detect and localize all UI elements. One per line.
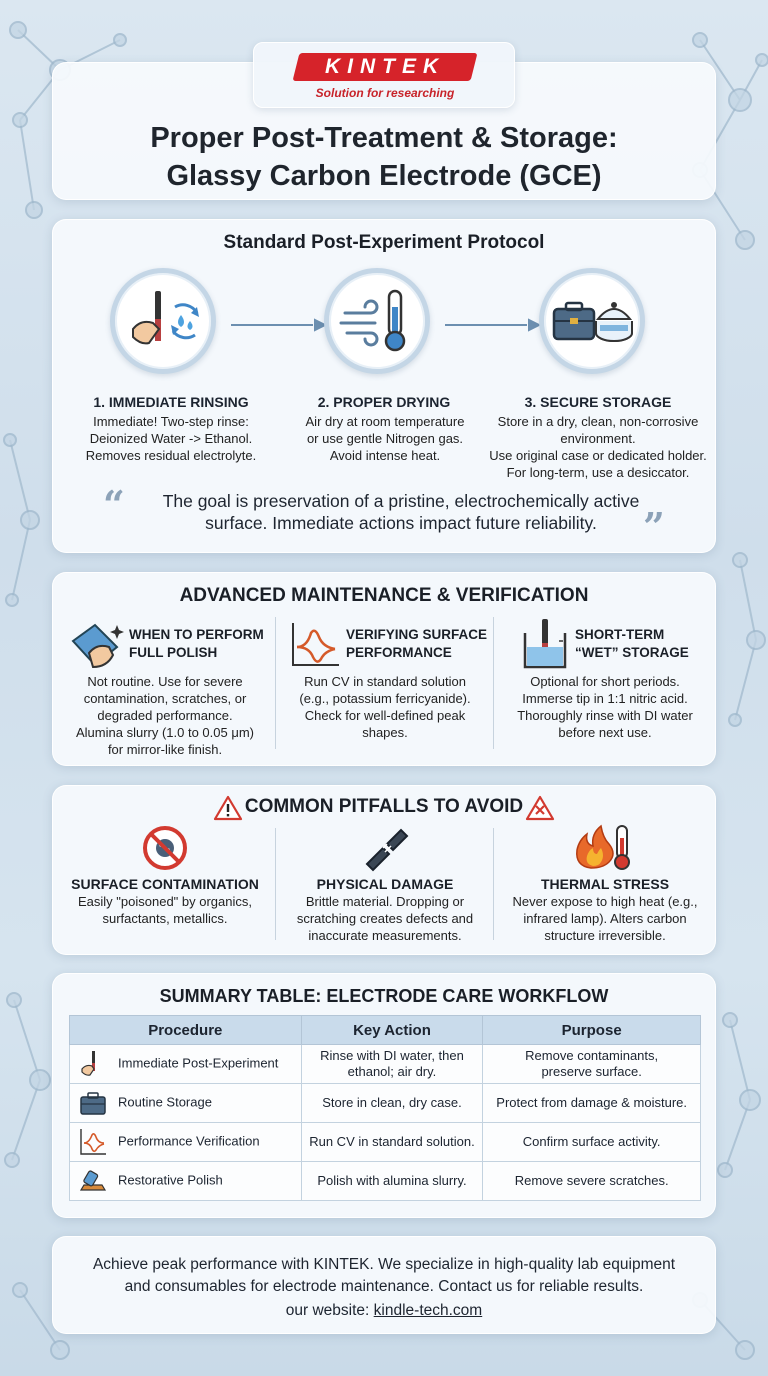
step-dry-line: Avoid intense heat. bbox=[329, 448, 441, 463]
polish-line: contamination, scratches, or bbox=[83, 691, 247, 706]
physical-damage-text bbox=[277, 893, 493, 944]
step-rinse-title: 1. IMMEDIATE RINSING bbox=[93, 394, 249, 410]
step-dry-title: 2. PROPER DRYING bbox=[317, 394, 451, 410]
column-divider bbox=[493, 617, 494, 749]
polish-line: for mirror-like finish. bbox=[107, 742, 223, 757]
advanced-section bbox=[52, 572, 716, 766]
protocol-section bbox=[52, 219, 716, 553]
polish-pad-icon bbox=[78, 1166, 108, 1196]
column-header-key-action: Key Action bbox=[301, 1016, 483, 1045]
verify-title bbox=[346, 626, 487, 662]
thermal-stress-line: Never expose to high heat (e.g., bbox=[512, 894, 698, 909]
table-row bbox=[70, 1084, 701, 1123]
step-storage-text bbox=[483, 413, 713, 481]
polish-title-line: FULL POLISH bbox=[129, 645, 218, 660]
footer-text bbox=[63, 1254, 705, 1298]
step-storage-line: Use original case or dedicated holder. bbox=[489, 448, 707, 463]
physical-damage-line: inaccurate measurements. bbox=[308, 928, 462, 943]
step-storage-title: 3. SECURE STORAGE bbox=[524, 394, 672, 410]
purpose-cell bbox=[483, 1123, 701, 1162]
website-link[interactable]: kindle-tech.com bbox=[373, 1302, 483, 1319]
action-text: Store in clean, dry case. bbox=[322, 1095, 462, 1110]
summary-section bbox=[52, 973, 716, 1218]
table-header-row bbox=[70, 1016, 701, 1045]
page-title-line1: Proper Post-Treatment & Storage: bbox=[150, 122, 618, 154]
column-divider bbox=[275, 828, 276, 940]
purpose-text: preserve surface. bbox=[541, 1064, 642, 1079]
step-dry-text bbox=[275, 413, 495, 464]
drying-icon bbox=[324, 268, 430, 374]
step-rinse-text bbox=[61, 413, 281, 464]
footer-line1: Achieve peak performance with KINTEK. We specialize in high-quality lab equipment bbox=[92, 1256, 676, 1273]
verify-title-line: VERIFYING SURFACE bbox=[346, 627, 488, 642]
broken-rod-icon bbox=[359, 822, 409, 872]
verify-title-line: PERFORMANCE bbox=[346, 645, 452, 660]
procedure-cell bbox=[70, 1045, 302, 1084]
procedure-cell bbox=[70, 1084, 302, 1123]
brand-tagline: Solution for researching bbox=[315, 86, 455, 100]
rinse-icon bbox=[78, 1049, 108, 1079]
step-storage-line: Store in a dry, clean, non-corrosive bbox=[497, 414, 699, 429]
step-storage-line: environment. bbox=[560, 431, 636, 446]
step-dry-line: Air dry at room temperature bbox=[305, 414, 465, 429]
protocol-quote bbox=[131, 490, 671, 534]
column-header-procedure: Procedure bbox=[70, 1016, 302, 1045]
purpose-cell bbox=[483, 1162, 701, 1201]
procedure-text: Routine Storage bbox=[118, 1094, 212, 1110]
procedure-text: Restorative Polish bbox=[118, 1172, 223, 1188]
action-cell bbox=[301, 1045, 483, 1084]
purpose-cell bbox=[483, 1045, 701, 1084]
wet-storage-line: Immerse tip in 1:1 nitric acid. bbox=[522, 691, 688, 706]
step-rinse-line: Removes residual electrolyte. bbox=[85, 448, 257, 463]
wet-storage-line: Optional for short periods. bbox=[530, 674, 680, 689]
summary-heading: SUMMARY TABLE: ELECTRODE CARE WORKFLOW bbox=[159, 986, 609, 1006]
procedure-cell bbox=[70, 1162, 302, 1201]
page-title bbox=[53, 119, 715, 195]
procedure-cell bbox=[70, 1123, 302, 1162]
polish-cloth-icon bbox=[67, 619, 129, 673]
action-cell bbox=[301, 1162, 483, 1201]
thermal-stress-text bbox=[497, 893, 713, 944]
wet-storage-line: before next use. bbox=[558, 725, 652, 740]
footer-website bbox=[53, 1302, 715, 1320]
thermal-stress-line: structure irreversible. bbox=[544, 928, 666, 943]
physical-damage-title: PHYSICAL DAMAGE bbox=[316, 876, 454, 892]
beaker-icon bbox=[519, 617, 573, 673]
column-header-purpose: Purpose bbox=[483, 1016, 701, 1045]
verify-text bbox=[277, 673, 493, 741]
purpose-cell bbox=[483, 1084, 701, 1123]
wet-storage-title-line: “WET” STORAGE bbox=[575, 645, 689, 660]
step-storage-line: For long-term, use a desiccator. bbox=[506, 465, 690, 480]
cv-curve-icon bbox=[78, 1127, 108, 1157]
column-divider bbox=[493, 828, 494, 940]
table-row bbox=[70, 1045, 701, 1084]
verify-line: Run CV in standard solution bbox=[304, 674, 466, 689]
footer-line2: and consumables for electrode maintenance. Contact us for reliable results. bbox=[124, 1278, 644, 1295]
wet-storage-line: Thoroughly rinse with DI water bbox=[517, 708, 693, 723]
storage-icon bbox=[539, 268, 645, 374]
quote-close-icon: ” bbox=[643, 504, 665, 549]
protocol-heading: Standard Post-Experiment Protocol bbox=[223, 232, 545, 253]
polish-title-line: WHEN TO PERFORM bbox=[129, 627, 264, 642]
error-icon bbox=[525, 794, 555, 822]
table-row bbox=[70, 1123, 701, 1162]
quote-line2: surface. Immediate actions impact future reliability. bbox=[205, 513, 597, 533]
physical-damage-line: scratching creates defects and bbox=[296, 911, 474, 926]
brand-name: KINTEK bbox=[324, 55, 446, 78]
contamination-line: surfactants, metallics. bbox=[102, 911, 228, 926]
rinse-icon bbox=[110, 268, 216, 374]
advanced-heading: ADVANCED MAINTENANCE & VERIFICATION bbox=[179, 585, 589, 606]
polish-text bbox=[57, 673, 273, 758]
purpose-text: Remove severe scratches. bbox=[514, 1173, 669, 1188]
procedure-text: Performance Verification bbox=[118, 1133, 260, 1149]
step-rinse-line: Immediate! Two-step rinse: bbox=[93, 414, 249, 429]
contamination-text bbox=[57, 893, 273, 927]
website-label: our website: bbox=[285, 1302, 370, 1319]
cv-curve-icon bbox=[287, 619, 343, 671]
quote-open-icon: “ bbox=[103, 482, 125, 527]
physical-damage-line: Brittle material. Dropping or bbox=[305, 894, 465, 909]
action-cell bbox=[301, 1123, 483, 1162]
thermal-stress-title: THERMAL STRESS bbox=[540, 876, 670, 892]
action-text: Rinse with DI water, then bbox=[320, 1048, 464, 1063]
wet-storage-text bbox=[497, 673, 713, 741]
table-row bbox=[70, 1162, 701, 1201]
verify-line: (e.g., potassium ferricyanide). bbox=[299, 691, 471, 706]
procedure-text: Immediate Post-Experiment bbox=[118, 1055, 279, 1071]
column-divider bbox=[275, 617, 276, 749]
purpose-text: Confirm surface activity. bbox=[522, 1134, 661, 1149]
no-contamination-icon bbox=[141, 824, 189, 872]
action-text: Polish with alumina slurry. bbox=[317, 1173, 467, 1188]
pitfalls-heading: COMMON PITFALLS TO AVOID bbox=[244, 796, 524, 817]
brand-logo bbox=[253, 42, 515, 108]
page-title-line2: Glassy Carbon Electrode (GCE) bbox=[166, 160, 602, 192]
action-cell bbox=[301, 1084, 483, 1123]
wet-storage-title-line: SHORT-TERM bbox=[575, 627, 665, 642]
action-text: Run CV in standard solution. bbox=[309, 1134, 475, 1149]
pitfalls-section bbox=[52, 785, 716, 955]
polish-line: Not routine. Use for severe bbox=[87, 674, 243, 689]
wet-storage-title bbox=[575, 626, 689, 662]
quote-line1: The goal is preservation of a pristine, electrochemically active bbox=[162, 491, 640, 511]
fire-thermometer-icon bbox=[571, 822, 637, 872]
footer-section bbox=[52, 1236, 716, 1334]
summary-table bbox=[69, 1015, 701, 1201]
case-icon bbox=[78, 1088, 108, 1118]
step-dry-line: or use gentle Nitrogen gas. bbox=[306, 431, 464, 446]
purpose-text: Remove contaminants, bbox=[525, 1048, 659, 1063]
step-rinse-line: Deionized Water -> Ethanol. bbox=[89, 431, 253, 446]
brand-wordmark bbox=[293, 53, 478, 81]
thermal-stress-line: infrared lamp). Alters carbon bbox=[523, 911, 687, 926]
polish-line: degraded performance. bbox=[97, 708, 233, 723]
polish-line: Alumina slurry (1.0 to 0.05 μm) bbox=[76, 725, 254, 740]
contamination-title: SURFACE CONTAMINATION bbox=[71, 876, 259, 892]
action-text: ethanol; air dry. bbox=[347, 1064, 437, 1079]
verify-line: Check for well-defined peak bbox=[304, 708, 466, 723]
verify-line: shapes. bbox=[362, 725, 408, 740]
polish-title bbox=[129, 626, 264, 662]
purpose-text: Protect from damage & moisture. bbox=[496, 1095, 688, 1110]
contamination-line: Easily "poisoned" by organics, bbox=[78, 894, 252, 909]
